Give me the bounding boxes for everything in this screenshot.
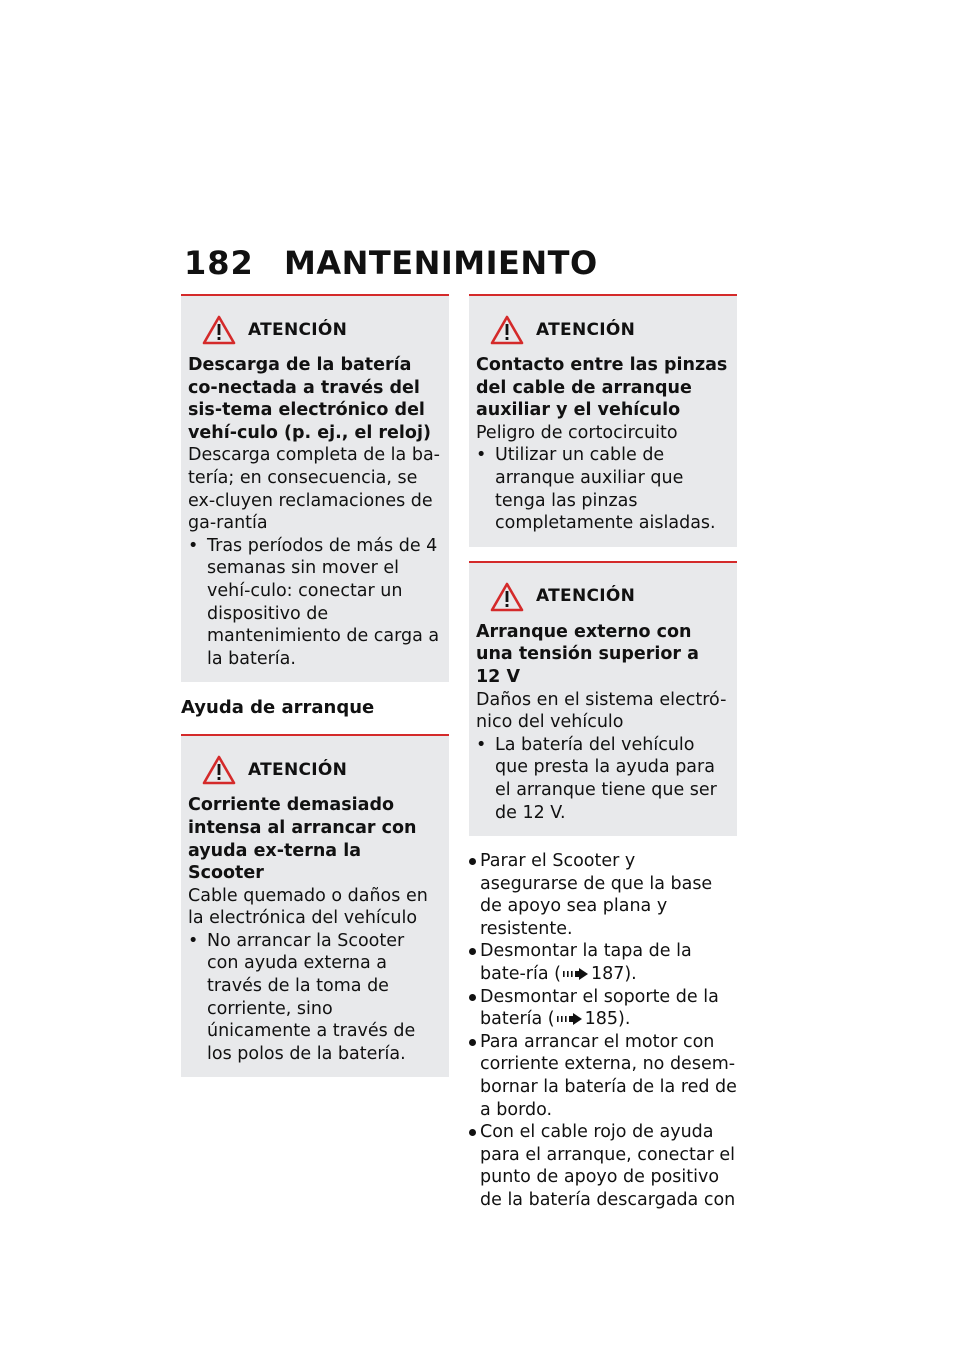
step-text-after: ). (624, 964, 637, 985)
warning-title: Contacto entre las pinzas del cable de arranque auxiliar y el vehículo (476, 355, 728, 421)
page-reference-arrow-icon (563, 968, 589, 980)
procedure-step (469, 1121, 737, 1211)
procedure-step (469, 940, 737, 985)
warning-bullets (188, 535, 441, 671)
chapter-title: MANTENIMIENTO (284, 244, 598, 282)
warning-title: Corriente demasiado intensa al arrancar con ayuda ex-terna la Scooter (188, 795, 417, 884)
warning-triangle-icon (490, 315, 524, 345)
warning-header (188, 750, 441, 790)
warning-text: Daños en el sistema electró-nico del vehículo (476, 689, 727, 733)
warning-title: Arranque externo con una tensión superior a 12 V (476, 621, 699, 687)
page-reference-arrow-icon (557, 1013, 583, 1025)
step-text: Para arrancar el motor con corriente externa, no desem-bornar la batería de la red de a bordo. (480, 1031, 737, 1120)
page-header (184, 238, 598, 288)
page-reference[interactable]: 187 (590, 964, 625, 985)
warning-title: Descarga de la batería co-nectada a través del sis-tema electrónico del vehí-culo (p. ej., el reloj) (188, 355, 431, 443)
warning-header (476, 310, 729, 350)
warning-box-clamp-contact (469, 294, 737, 547)
warning-triangle-icon (490, 582, 524, 612)
warning-bullet: • Utilizar un cable de arranque auxiliar que tenga las pinzas completamente aisladas. (476, 444, 729, 534)
warning-bullet: • La batería del vehículo que presta la ayuda para el arranque tiene que ser de 12 V. (476, 734, 729, 824)
procedure-steps (469, 850, 737, 1212)
warning-bullets (476, 734, 729, 824)
right-column (469, 294, 737, 1212)
warning-box-excess-current (181, 734, 449, 1077)
warning-label: ATENCIÓN (248, 319, 348, 340)
step-text: Desmontar el soporte de la batería ( (480, 986, 719, 1030)
step-text-after: ). (618, 1009, 631, 1030)
warning-triangle-icon (202, 315, 236, 345)
warning-header (188, 310, 441, 350)
step-text: Desmontar la tapa de la bate-ría ( (480, 941, 692, 985)
procedure-step (469, 1031, 737, 1121)
warning-bullets (188, 930, 441, 1066)
warning-bullet: • Tras períodos de más de 4 semanas sin mover el vehí-culo: conectar un dispositivo de mantenimiento de carga a la batería. (188, 535, 441, 671)
warning-text: Peligro de cortocircuito (476, 422, 678, 443)
warning-label: ATENCIÓN (536, 319, 636, 340)
section-heading: Ayuda de arranque (181, 697, 375, 719)
warning-text: Descarga completa de la ba-tería; en consecuencia, se ex-cluyen reclamaciones de ga-rantía (188, 445, 440, 534)
warning-label: ATENCIÓN (248, 760, 348, 781)
left-column (181, 294, 449, 1091)
warning-label: ATENCIÓN (536, 586, 636, 607)
warning-box-battery-discharge (181, 294, 449, 682)
warning-header (476, 577, 729, 617)
page-number: 182 (184, 244, 254, 282)
warning-bullets (476, 444, 729, 534)
warning-triangle-icon (202, 755, 236, 785)
step-text: Con el cable rojo de ayuda para el arranque, conectar el punto de apoyo de positivo de la batería descargada con (480, 1122, 736, 1210)
page-reference[interactable]: 185 (584, 1009, 619, 1030)
procedure-step (469, 986, 737, 1031)
warning-box-voltage (469, 561, 737, 836)
procedure-step (469, 850, 737, 940)
warning-text: Cable quemado o daños en la electrónica del vehículo (188, 885, 428, 929)
warning-bullet: • No arrancar la Scooter con ayuda externa a través de la toma de corriente, sino únicamente a través de los polos de la batería. (188, 930, 441, 1066)
step-text: Parar el Scooter y asegurarse de que la base de apoyo sea plana y resistente. (480, 851, 713, 939)
